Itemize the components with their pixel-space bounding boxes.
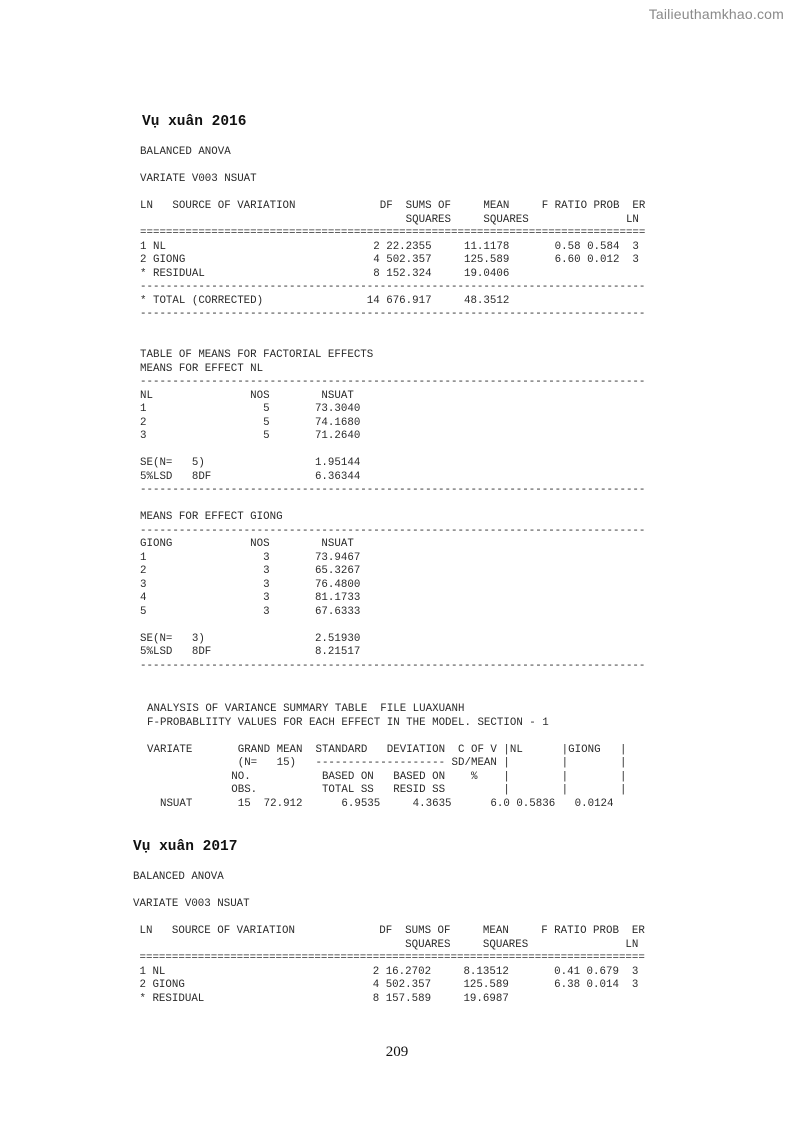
section-title-2017: Vụ xuân 2017 <box>133 839 238 855</box>
page-number: 209 <box>385 1044 409 1060</box>
means-table-2016: TABLE OF MEANS FOR FACTORIAL EFFECTS MEANS FOR EFFECT NL ------------------------------------------------------------------------------ NL NOS NSUAT 1 5 73.3040 2 5 74.1680 3 5 71.2640 SE(N= 5) 1.95144 5%LSD 8DF 6.36344 ------------------------------------------------------------------------------ MEANS FOR EFFECT GIONG ------------------------------------------------------------------------------ GIONG NOS NSUAT 1 3 73.9467 2 3 65.3267 3 3 76.4800 4 3 81.1733 5 3 67.6333 SE(N= 3) 2.51930 5%LSD 8DF 8.21517 ------------------------------------------------------------------------------ <box>140 349 646 672</box>
anova-table-2016: BALANCED ANOVA VARIATE V003 NSUAT LN SOURCE OF VARIATION DF SUMS OF MEAN F RATIO PROB ER SQUARES SQUARES LN ============================================================================== 1 NL 2 22.2355 11.1178 0.58 0.584 3 2 GIONG 4 502.357 125.589 6.60 0.012 3 * RESIDUAL 8 152.324 19.0406 ------------------------------------------------------------------------------ * TOTAL (CORRECTED) 14 676.917 48.3512 ------------------------------------------------------------------------------ <box>140 146 646 320</box>
summary-table-2016: ANALYSIS OF VARIANCE SUMMARY TABLE FILE LUAXUANH F-PROBABLIITY VALUES FOR EACH EFFECT IN THE MODEL. SECTION - 1 VARIATE GRAND MEAN STANDARD DEVIATION C OF V |NL |GIONG | (N= 15) -------------------- SD/MEAN | | | NO. BASED ON BASED ON % | | | OBS. TOTAL SS RESID SS | | | NSUAT 15 72.912 6.9535 4.3635 6.0 0.5836 0.0124 <box>147 703 627 810</box>
section-title-2016: Vụ xuân 2016 <box>142 114 247 130</box>
anova-table-2017: BALANCED ANOVA VARIATE V003 NSUAT LN SOURCE OF VARIATION DF SUMS OF MEAN F RATIO PROB ER SQUARES SQUARES LN ============================================================================== 1 NL 2 16.2702 8.13512 0.41 0.679 3 2 GIONG 4 502.357 125.589 6.38 0.014 3 * RESIDUAL 8 157.589 19.6987 <box>133 871 645 1005</box>
watermark: Tailieuthamkhao.com <box>648 6 784 22</box>
